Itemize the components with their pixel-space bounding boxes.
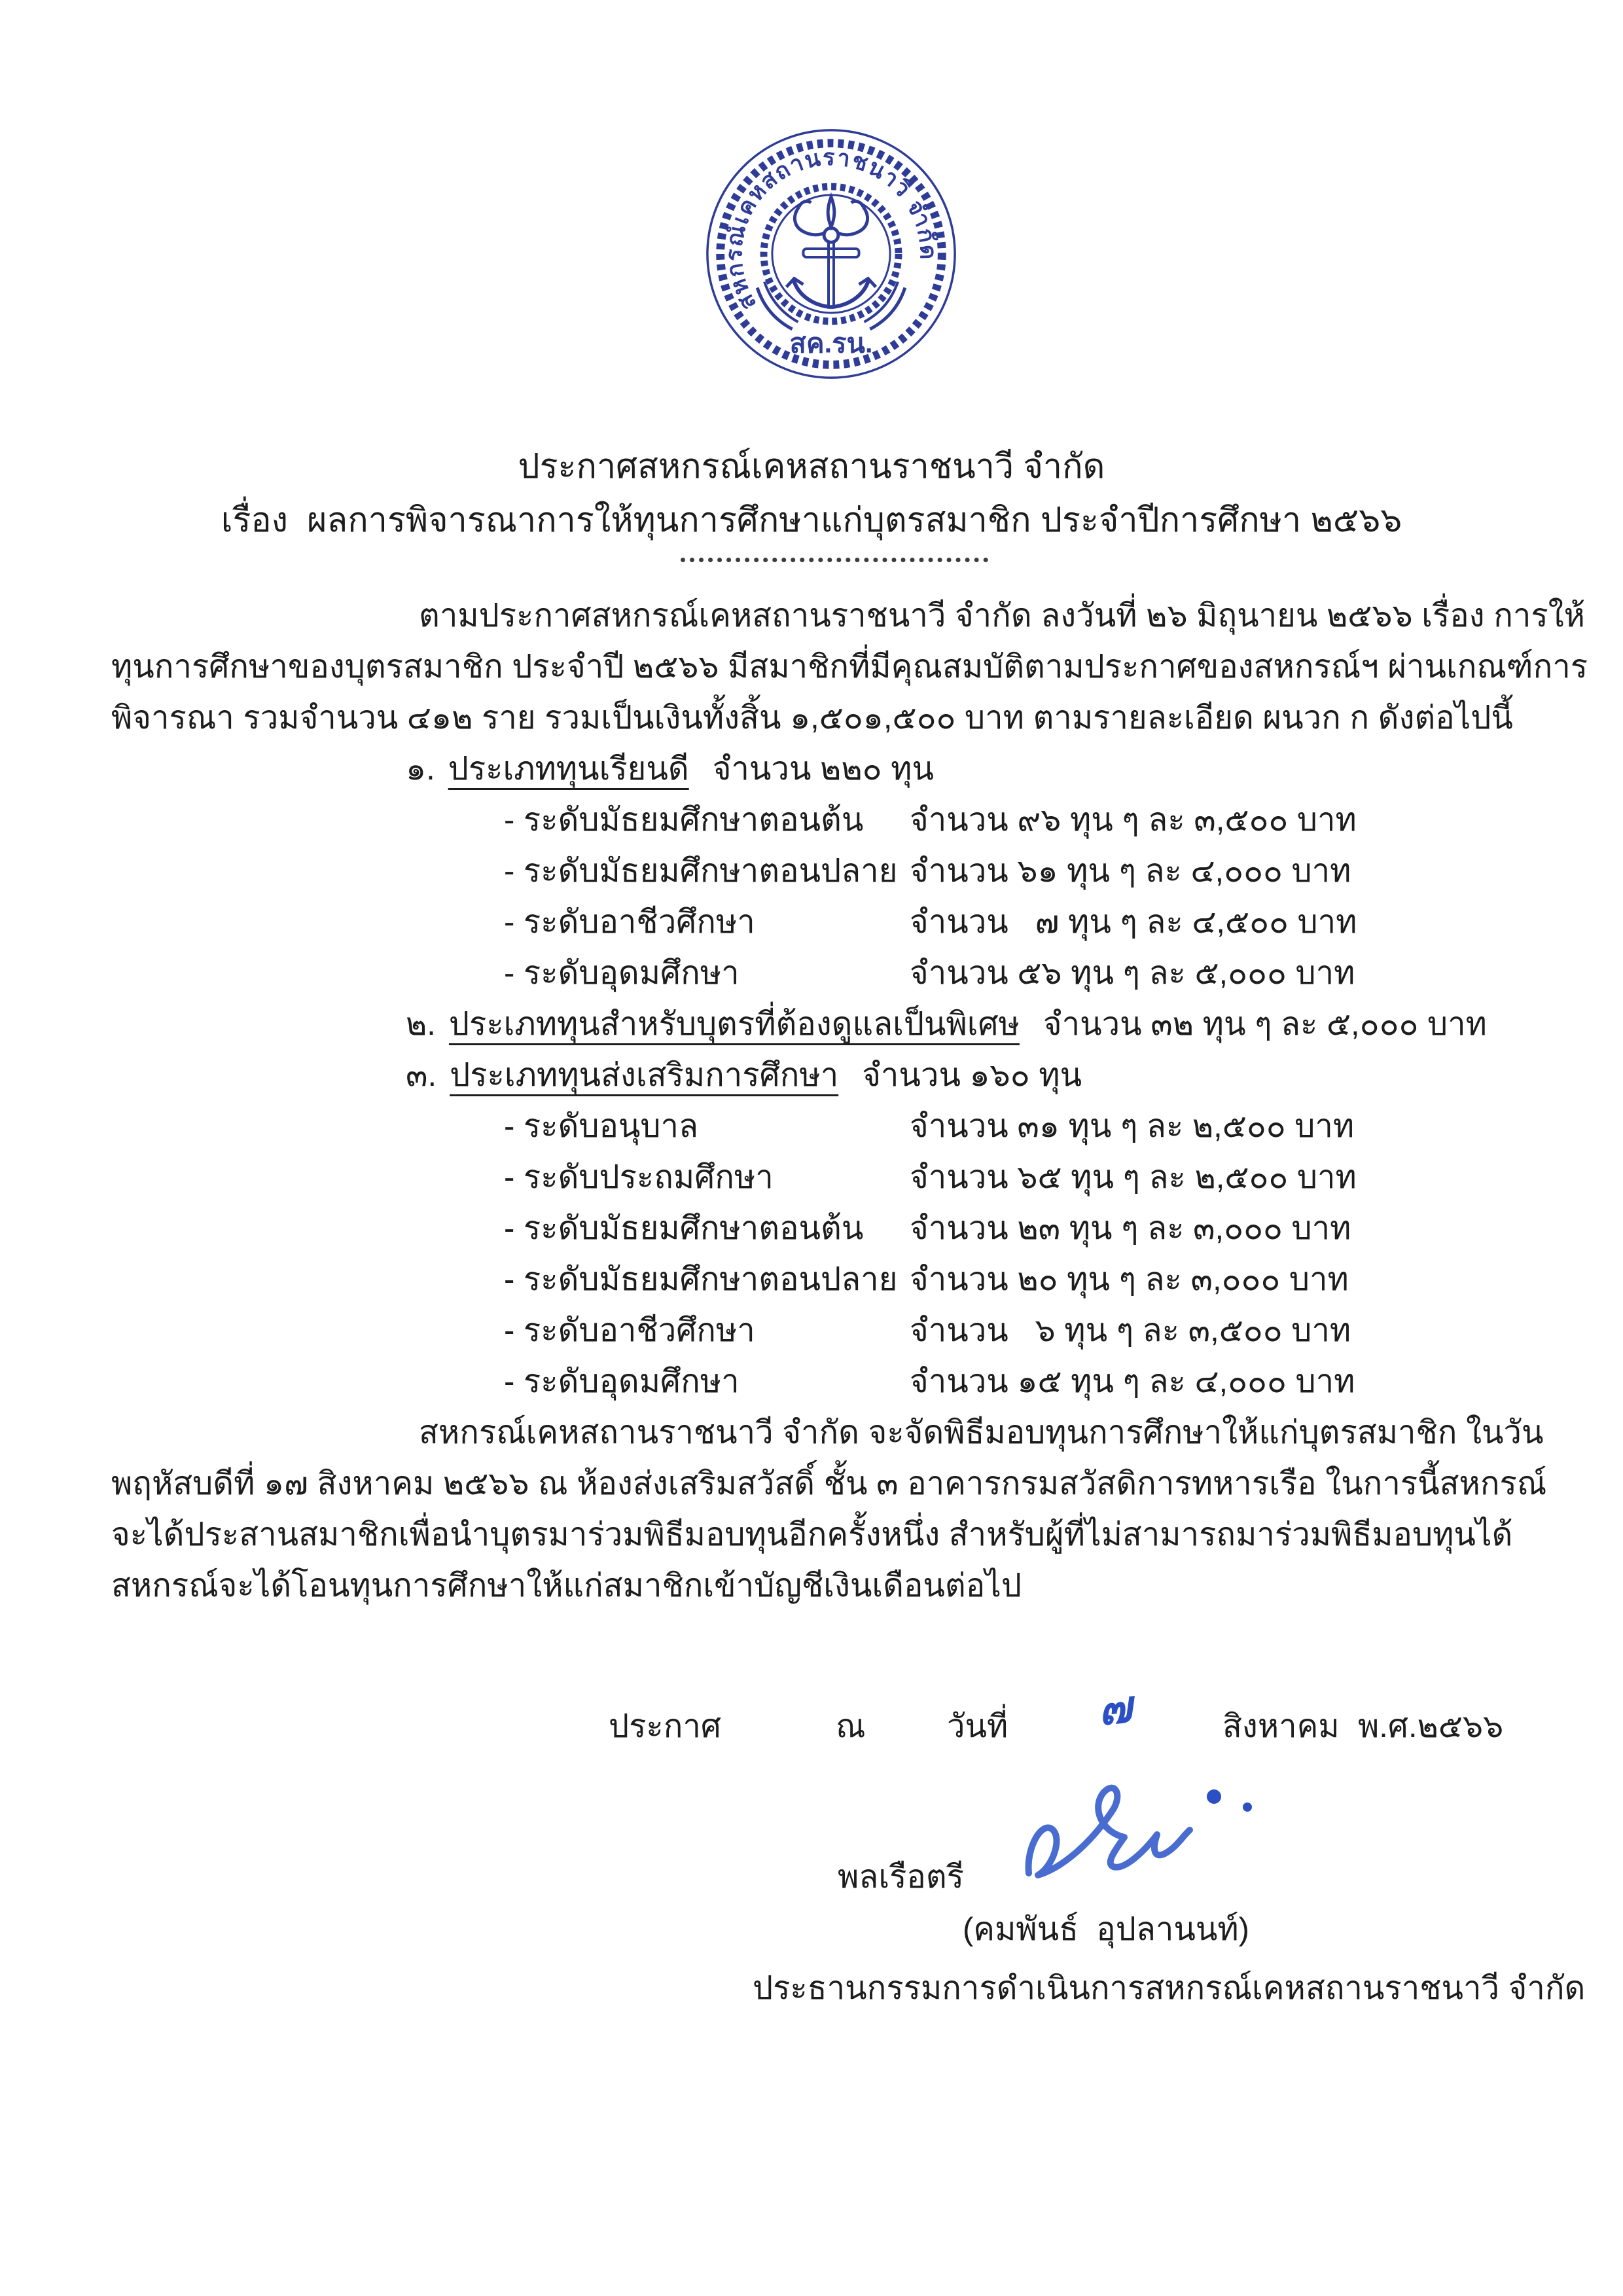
- handwritten-signature-icon: [1014, 1749, 1296, 1906]
- signatory-position: ประธานกรรมการดำเนินการสหกรณ์เคหสถานราชนาวี จำกัด: [753, 1971, 1586, 2006]
- item-detail: จำนวน ๒๒๐ ทุน: [712, 751, 934, 787]
- intro-line-2: ทุนการศึกษาของบุตรสมาชิก ประจำปี ๒๕๖๖ มีสมาชิกที่มีคุณสมบัติตามประกาศของสหกรณ์ฯ ผ่านเกณฑ์การ: [111, 649, 1588, 685]
- level-label: - ระดับมัธยมศึกษาตอนปลาย: [504, 853, 898, 889]
- dotted-divider: [681, 558, 988, 562]
- scholarship-item-3: [111, 1050, 1551, 1101]
- table-row: [111, 1305, 1551, 1356]
- level-label: - ระดับมัธยมศึกษาตอนต้น: [504, 1211, 864, 1246]
- table-row: [111, 1254, 1551, 1305]
- table-row: [111, 897, 1551, 948]
- level-label: - ระดับอนุบาล: [504, 1109, 699, 1144]
- handwritten-day-numeral: ๗: [1096, 1681, 1134, 1735]
- issuance-at: ณ: [836, 1709, 866, 1744]
- closing-line-3: จะได้ประสานสมาชิกเพื่อนำบุตรมาร่วมพิธีมอบทุนอีกครั้งหนึ่ง สำหรับผู้ที่ไม่สามารถมาร่วมพิธีมอบทุนได้: [111, 1517, 1513, 1552]
- level-label: - ระดับประถมศึกษา: [504, 1160, 774, 1195]
- item-name: ประเภททุนส่งเสริมการศึกษา: [450, 1058, 839, 1093]
- item-detail: จำนวน ๑๖๐ ทุน: [862, 1058, 1082, 1093]
- level-label: - ระดับมัธยมศึกษาตอนปลาย: [504, 1262, 898, 1297]
- cooperative-seal: [702, 124, 961, 384]
- amount-value: จำนวน ๖๕ ทุน ๆ ละ ๒,๕๐๐ บาท: [910, 1160, 1357, 1195]
- issuance-year: พ.ศ.๒๕๖๖: [1358, 1709, 1504, 1744]
- document-body: [111, 590, 1588, 1611]
- item-number: ๓.: [406, 1058, 437, 1093]
- issuance-announce: ประกาศ: [609, 1709, 722, 1744]
- table-row: [111, 1356, 1551, 1407]
- signature-dot: [1243, 1803, 1252, 1812]
- amount-value: จำนวน ๓๑ ทุน ๆ ละ ๒,๕๐๐ บาท: [910, 1109, 1355, 1144]
- amount-value: จำนวน ๙๖ ทุน ๆ ละ ๓,๕๐๐ บาท: [910, 802, 1357, 838]
- item-number: ๒.: [406, 1007, 436, 1042]
- closing-line-4: สหกรณ์จะได้โอนทุนการศึกษาให้แก่สมาชิกเข้าบัญชีเงินเดือนต่อไป: [111, 1568, 1022, 1604]
- closing-line-1: สหกรณ์เคหสถานราชนาวี จำกัด จะจัดพิธีมอบทุนการศึกษาให้แก่บุตรสมาชิก ในวัน: [419, 1415, 1544, 1450]
- level-label: - ระดับอาชีวศึกษา: [504, 905, 755, 940]
- intro-line-1: ตามประกาศสหกรณ์เคหสถานราชนาวี จำกัด ลงวันที่ ๒๖ มิถุนายน ๒๕๖๖ เรื่อง การให้: [419, 598, 1585, 634]
- table-row: [111, 1101, 1551, 1152]
- intro-line-3: พิจารณา รวมจำนวน ๔๑๒ ราย รวมเป็นเงินทั้งสิ้น ๑,๕๐๑,๕๐๐ บาท ตามรายละเอียด ผนวก ก ดังต่อไปนี้: [111, 700, 1513, 736]
- item-detail: จำนวน ๓๒ ทุน ๆ ละ ๕,๐๐๐ บาท: [1043, 1007, 1487, 1042]
- scholarship-item-2: [111, 999, 1551, 1050]
- scholarship-item-1: [111, 744, 1551, 795]
- signatory-rank: พลเรือตรี: [838, 1859, 964, 1895]
- announcement-subject: เรื่อง ผลการพิจารณาการให้ทุนการศึกษาแก่บุตรสมาชิก ประจำปีการศึกษา ๒๕๖๖: [221, 501, 1402, 539]
- table-row: [111, 795, 1551, 846]
- table-row: [111, 1203, 1551, 1254]
- amount-value: จำนวน ๑๕ ทุน ๆ ละ ๔,๐๐๐ บาท: [910, 1364, 1355, 1399]
- amount-value: จำนวน ๖ ทุน ๆ ละ ๓,๕๐๐ บาท: [910, 1313, 1351, 1348]
- amount-value: จำนวน ๒๓ ทุน ๆ ละ ๓,๐๐๐ บาท: [910, 1211, 1351, 1246]
- table-row: [111, 948, 1551, 999]
- level-label: - ระดับอาชีวศึกษา: [504, 1313, 755, 1348]
- amount-value: จำนวน ๒๐ ทุน ๆ ละ ๓,๐๐๐ บาท: [910, 1262, 1349, 1297]
- announcement-title: ประกาศสหกรณ์เคหสถานราชนาวี จำกัด: [518, 448, 1105, 486]
- seal-ring-text: สหกรณ์เคหสถานราชนาวี จำกัด: [722, 145, 940, 315]
- navy-anchor-seal-icon: [702, 124, 961, 384]
- item-number: ๑.: [406, 751, 435, 787]
- issuance-line: [0, 1681, 1623, 1753]
- level-label: - ระดับมัธยมศึกษาตอนต้น: [504, 802, 864, 838]
- title-block: [0, 440, 1623, 562]
- signatory-name: (คมพันธ์ อุปลานนท์): [962, 1912, 1249, 1947]
- amount-value: จำนวน ๕๖ ทุน ๆ ละ ๕,๐๐๐ บาท: [910, 956, 1355, 991]
- level-label: - ระดับอุดมศึกษา: [504, 1364, 740, 1399]
- item-name: ประเภททุนสำหรับบุตรที่ต้องดูแลเป็นพิเศษ: [448, 1007, 1020, 1042]
- issuance-month: สิงหาคม: [1222, 1709, 1340, 1744]
- issuance-date-word: วันที่: [947, 1709, 1008, 1744]
- closing-line-2: พฤหัสบดีที่ ๑๗ สิงหาคม ๒๕๖๖ ณ ห้องส่งเสริมสวัสดิ์ ชั้น ๓ อาคารกรมสวัสดิการทหารเรือ ในการนี้สหกรณ์: [111, 1466, 1547, 1501]
- table-row: [111, 846, 1551, 897]
- amount-value: จำนวน ๖๑ ทุน ๆ ละ ๔,๐๐๐ บาท: [910, 853, 1351, 889]
- seal-abbreviation: สค.รน.: [789, 327, 873, 359]
- signature-dot: [1207, 1789, 1221, 1804]
- item-name: ประเภททุนเรียนดี: [448, 751, 689, 787]
- table-row: [111, 1152, 1551, 1203]
- amount-value: จำนวน ๗ ทุน ๆ ละ ๔,๕๐๐ บาท: [910, 905, 1357, 940]
- level-label: - ระดับอุดมศึกษา: [504, 956, 740, 991]
